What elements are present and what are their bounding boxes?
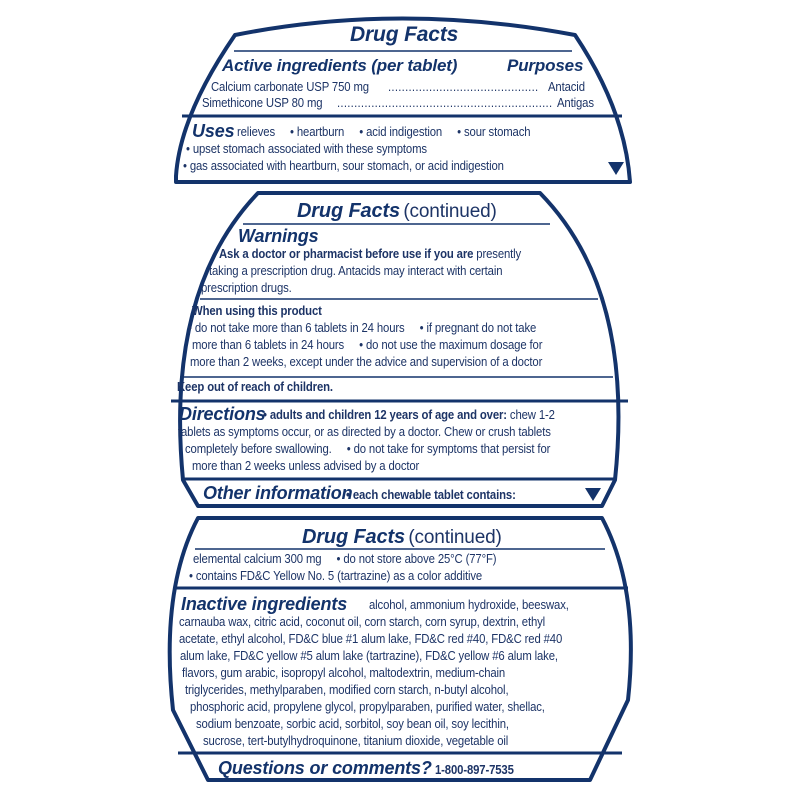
inactive-line: triglycerides, methylparaben, modified corn starch, n-butyl alcohol, [185,683,509,697]
inactive-line: alum lake, FD&C yellow #5 alum lake (tartrazine), FD&C yellow #6 alum lake, [180,649,558,663]
when-using-line: more than 6 tablets in 24 hours • do not use the maximum dosage for [192,338,543,352]
leader-dots: ............................................................... [337,96,553,110]
directions-line: more than 2 weeks unless advised by a doctor [192,459,420,473]
panel3-title-main: Drug Facts [302,526,405,548]
ingredient-name: Calcium carbonate USP 750 mg [211,80,369,94]
ask-doctor-bold: Ask a doctor or pharmacist before use if you are [219,247,474,261]
ask-doctor-line [219,247,521,262]
other-information-text: • each chewable tablet contains: [346,488,516,502]
ask-doctor-line: prescription drugs. [201,281,292,295]
directions-line: completely before swallowing. • do not take for symptoms that persist for [185,442,551,456]
directions-line: tablets as symptoms occur, or as directed by a doctor. Chew or crush tablets [178,425,551,439]
inactive-line: phosphoric acid, propylene glycol, propylparaben, purified water, shellac, [190,700,545,714]
ingredient-purpose: Antacid [548,80,585,94]
uses-line: • upset stomach associated with these symptoms [186,142,427,156]
inactive-line: carnauba wax, citric acid, coconut oil, corn starch, corn syrup, dextrin, ethyl [179,615,546,629]
uses-line: • gas associated with heartburn, sour stomach, or acid indigestion [183,159,504,173]
inactive-line: flavors, gum arabic, isopropyl alcohol, maltodextrin, medium-chain [182,666,506,680]
uses-line: relieves • heartburn • acid indigestion • sour stomach [237,125,531,139]
uses-heading: Uses [192,121,235,141]
down-triangle-icon [585,488,601,501]
panel3-title-suffix: (continued) [408,527,502,548]
when-using-line: • do not take more than 6 tablets in 24 hours • if pregnant do not take [188,321,537,335]
directions-line [263,408,555,423]
ask-doctor-line: taking a prescription drug. Antacids may interact with certain [209,264,503,278]
other-info-line: • contains FD&C Yellow No. 5 (tartrazine) as a color additive [189,569,483,583]
panel3-title [302,525,502,549]
inactive-line: sodium benzoate, sorbic acid, sorbitol, soy bean oil, soy lecithin, [196,717,509,731]
warnings-heading: Warnings [238,226,319,246]
panel2-title-main: Drug Facts [297,200,400,222]
when-using-line: more than 2 weeks, except under the advice and supervision of a doctor [190,355,543,369]
purposes-heading: Purposes [507,56,584,75]
panel1-title: Drug Facts [350,23,459,46]
panel2-title [297,199,497,223]
down-triangle-icon [608,162,624,175]
questions-heading: Questions or comments? [218,758,432,778]
directions-heading: Directions [179,404,266,424]
inactive-line: alcohol, ammonium hydroxide, beeswax, [369,598,569,612]
directions-bold: • adults and children 12 years of age and over: [263,408,507,422]
when-using-heading: When using this product [192,304,322,318]
phone-number[interactable]: 1-800-897-7535 [435,763,514,777]
leader-dots: ............................................ [388,80,539,94]
keep-out-of-reach: Keep out of reach of children. [177,380,333,394]
ingredient-name: Simethicone USP 80 mg [202,96,323,110]
ask-doctor-rest: presently [473,247,522,261]
other-info-line: elemental calcium 300 mg • do not store above 25°C (77°F) [193,552,497,566]
inactive-line: acetate, ethyl alcohol, FD&C blue #1 alum lake, FD&C red #40, FD&C red #40 [179,632,563,646]
directions-rest: chew 1-2 [506,408,555,422]
panel2-title-suffix: (continued) [403,201,497,222]
ingredient-purpose: Antigas [557,96,594,110]
inactive-line: sucrose, tert-butylhydroquinone, titanium dioxide, vegetable oil [203,734,509,748]
active-ingredients-heading: Active ingredients (per tablet) [222,56,458,75]
inactive-ingredients-heading: Inactive ingredients [181,594,348,614]
other-information-heading: Other information [203,483,353,503]
